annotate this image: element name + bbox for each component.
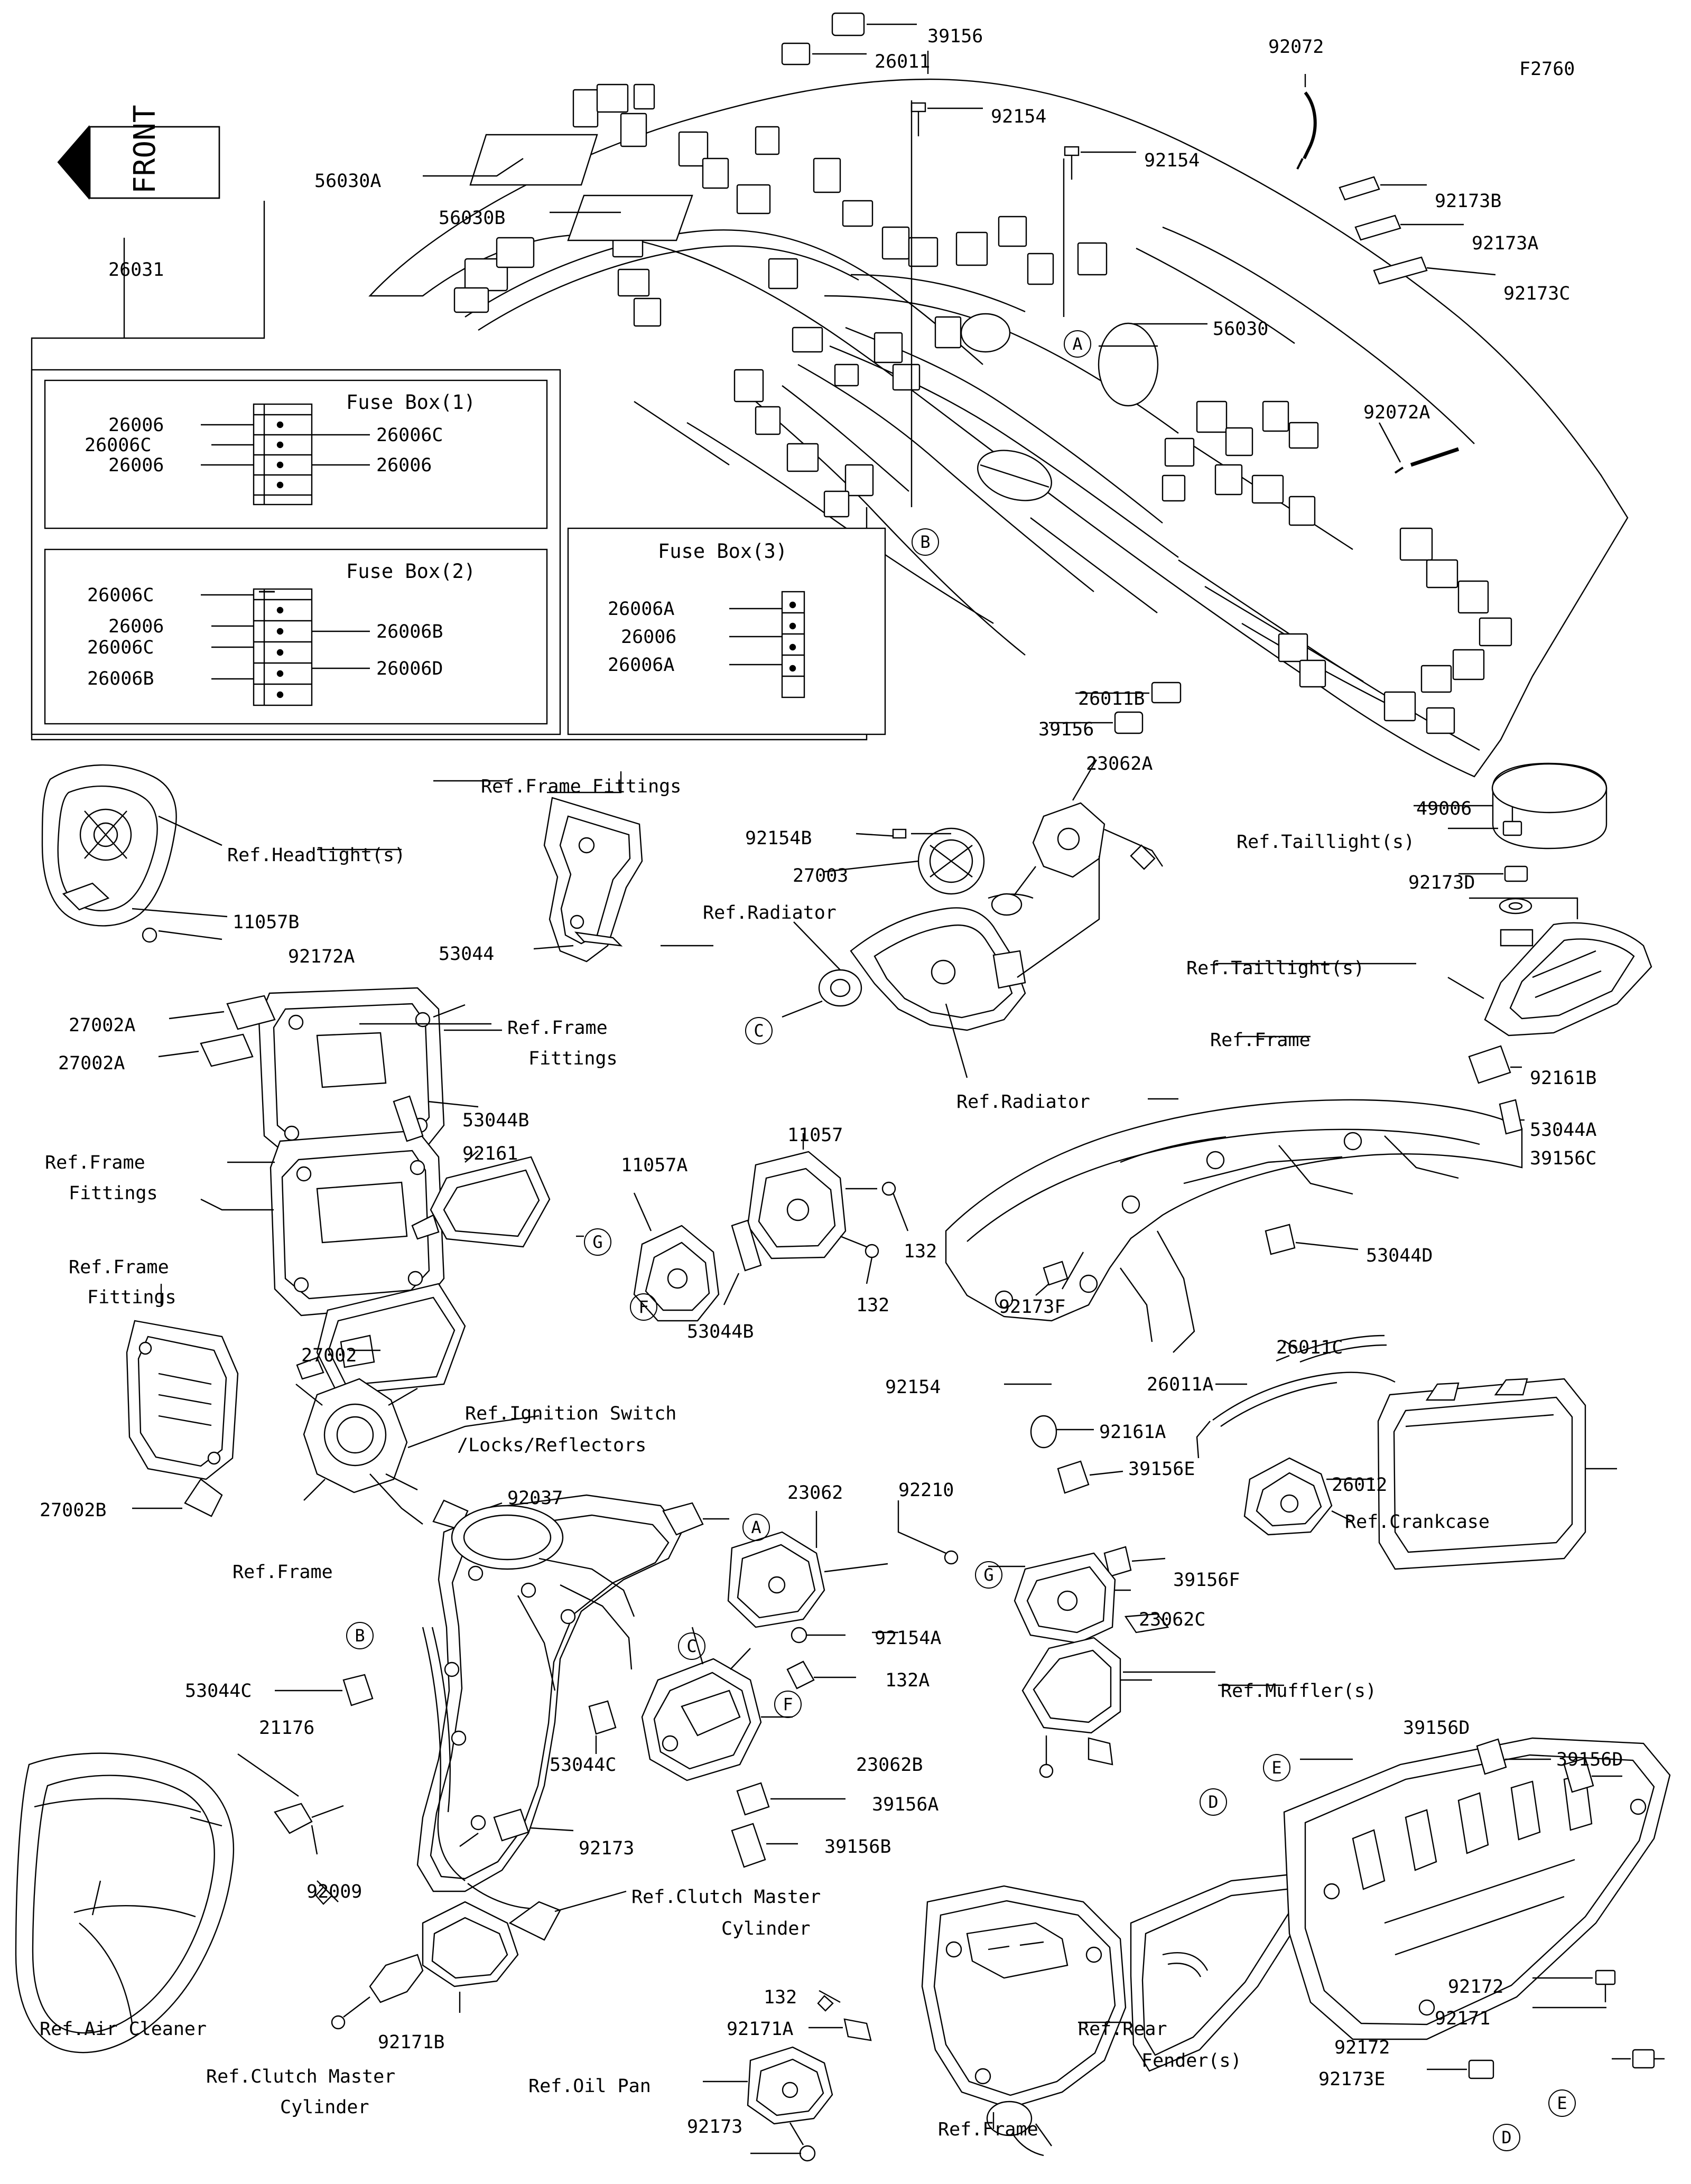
ecu-bracket-assembly [159, 988, 502, 1315]
part-callout-39156d: 39156D [1556, 1749, 1623, 1770]
svg-text:FRONT: FRONT [128, 105, 162, 194]
part-callout-39156b: 39156B [824, 1836, 891, 1858]
part-callout-92210: 92210 [898, 1480, 954, 1501]
battery [1378, 1379, 1617, 1569]
section-ref-b: B [912, 528, 939, 556]
part-callout-92173d: 92173D [1408, 872, 1475, 893]
part-callout-ref-frame: Ref.Frame [938, 2119, 1038, 2140]
part-callout-ref-frame: Ref.Frame [45, 1152, 145, 1173]
part-callout-53044d: 53044D [1366, 1245, 1433, 1266]
part-callout-ref-frame-fittings: Ref.Frame Fittings [481, 776, 682, 797]
part-callout-21176: 21176 [259, 1718, 315, 1739]
bracket-23062B [642, 1627, 793, 1780]
part-callout-49006: 49006 [1416, 798, 1472, 819]
part-callout-92173: 92173 [579, 1838, 635, 1859]
fuse2-right-1: 26006B [376, 621, 443, 642]
part-callout-27002a: 27002A [69, 1015, 136, 1036]
part-callout-ref-headlight-s-: Ref.Headlight(s) [227, 845, 406, 866]
part-callout-92173: 92173 [687, 2116, 743, 2138]
fuse2-left-4: 26006B [87, 668, 154, 689]
fuse3-left-2: 26006 [621, 627, 677, 648]
part-callout-26011c: 26011C [1276, 1337, 1343, 1358]
part-callout-11057b: 11057B [233, 912, 300, 933]
section-ref-e: E [1263, 1754, 1290, 1781]
part-callout-53044a: 53044A [1530, 1119, 1597, 1141]
section-ref-e: E [1548, 2089, 1576, 2117]
section-ref-c: C [678, 1632, 705, 1660]
part-callout-92072: 92072 [1268, 36, 1324, 58]
part-callout-fender-s-: Fender(s) [1141, 2050, 1242, 2071]
fuse3-left-3: 26006A [608, 655, 675, 676]
part-callout-27002: 27002 [301, 1345, 357, 1366]
part-callout-ref-crankcase: Ref.Crankcase [1345, 1511, 1490, 1533]
part-callout-92072a: 92072A [1363, 402, 1430, 423]
part-callout-53044: 53044 [439, 944, 495, 965]
part-callout-132a: 132A [885, 1670, 930, 1691]
frame-fitting-bracket [534, 771, 642, 962]
fuse1-left-1: 26006 [108, 415, 164, 436]
part-callout-26011b: 26011B [1078, 688, 1145, 710]
part-callout--locks-reflectors: /Locks/Reflectors [457, 1435, 647, 1456]
bracket-27002B [127, 1284, 238, 1516]
taillight-assembly [1448, 898, 1651, 1035]
part-callout-132: 132 [856, 1295, 890, 1316]
part-callout-11057a: 11057A [621, 1155, 688, 1176]
part-callout-f2760: F2760 [1519, 59, 1575, 80]
part-callout-23062a: 23062A [1086, 753, 1153, 774]
fuse3-left-1: 26006A [608, 599, 675, 620]
part-callout-fittings: Fittings [69, 1183, 158, 1204]
part-callout-39156: 39156 [1038, 719, 1094, 740]
fuse-box-3-title: Fuse Box(3) [658, 540, 788, 563]
fuse2-left-2: 26006 [108, 616, 164, 637]
part-callout-53044b: 53044B [687, 1321, 754, 1342]
part-callout-ref-ignition-switch: Ref.Ignition Switch [465, 1403, 677, 1424]
part-callout-132: 132 [764, 1987, 797, 2008]
part-callout-39156d: 39156D [1403, 1718, 1470, 1739]
part-callout-26012: 26012 [1332, 1474, 1388, 1496]
fuse-box-1-title: Fuse Box(1) [346, 391, 476, 414]
part-callout-23062c: 23062C [1139, 1609, 1206, 1630]
part-callout-132: 132 [904, 1241, 937, 1262]
section-ref-c: C [745, 1017, 773, 1044]
part-callout-92173c: 92173C [1503, 283, 1571, 304]
section-ref-a: A [1064, 330, 1091, 358]
part-callout-39156: 39156 [927, 26, 983, 47]
section-ref-d: D [1493, 2124, 1520, 2151]
sensor-21176 [238, 1754, 343, 1854]
section-ref-f: F [630, 1293, 657, 1321]
part-callout-27002b: 27002B [40, 1500, 107, 1521]
part-callout-ref-frame: Ref.Frame [233, 1562, 333, 1583]
air-cleaner [16, 1753, 234, 2053]
part-callout-56030b: 56030B [439, 208, 506, 229]
part-callout-39156c: 39156C [1530, 1148, 1597, 1169]
part-callout-ref-radiator: Ref.Radiator [956, 1091, 1090, 1113]
fuse1-left-2: 26006C [85, 435, 152, 456]
part-callout-92173b: 92173B [1435, 191, 1502, 212]
part-callout-92161b: 92161B [1530, 1068, 1597, 1089]
part-callout-92154a: 92154A [875, 1628, 942, 1649]
part-callout-92173e: 92173E [1318, 2069, 1386, 2090]
part-callout-26031: 26031 [108, 259, 164, 281]
headlight-assembly [42, 765, 227, 942]
fuse-box-2-title: Fuse Box(2) [346, 560, 476, 583]
part-callout-ref-air-cleaner: Ref.Air Cleaner [40, 2019, 207, 2040]
part-callout-ref-taillight-s-: Ref.Taillight(s) [1237, 832, 1415, 853]
part-callout-fittings: Fittings [87, 1287, 176, 1308]
part-callout-27002a: 27002A [58, 1053, 125, 1074]
part-callout-11057: 11057 [787, 1125, 843, 1146]
part-callout-56030a: 56030A [314, 171, 382, 192]
part-callout-53044b: 53044B [462, 1110, 529, 1131]
part-callout-ref-muffler-s-: Ref.Muffler(s) [1221, 1681, 1377, 1702]
oil-pan-bracket [703, 2047, 832, 2161]
bracket-23062A [988, 760, 1163, 915]
part-callout-23062: 23062 [787, 1482, 843, 1504]
part-callout-92172: 92172 [1448, 1976, 1504, 1998]
clutch-master-cylinder [332, 1891, 626, 2029]
section-ref-g: G [975, 1561, 1002, 1589]
part-callout-ref-clutch-master: Ref.Clutch Master [206, 2066, 396, 2087]
fuse2-left-3: 26006C [87, 637, 154, 658]
part-callout-92171b: 92171B [378, 2032, 445, 2053]
part-callout-92171: 92171 [1435, 2008, 1491, 2029]
part-callout-ref-oil-pan: Ref.Oil Pan [528, 2076, 651, 2097]
part-callout-92171a: 92171A [727, 2019, 794, 2040]
part-callout-23062b: 23062B [856, 1754, 923, 1776]
section-ref-b: B [346, 1622, 374, 1649]
part-callout-26011a: 26011A [1147, 1374, 1214, 1395]
section-ref-f: F [774, 1691, 802, 1718]
part-callout-92154b: 92154B [745, 828, 812, 849]
part-callout-92009: 92009 [306, 1881, 363, 1902]
part-callout-53044c: 53044C [550, 1754, 617, 1776]
section-ref-g: G [584, 1228, 611, 1256]
part-callout-ref-rear: Ref.Rear [1078, 2019, 1167, 2040]
part-callout-fittings: Fittings [528, 1048, 618, 1069]
part-callout-92154: 92154 [1144, 150, 1200, 171]
section-ref-d: D [1200, 1788, 1227, 1816]
part-callout-92161a: 92161A [1099, 1422, 1166, 1443]
part-callout-27003: 27003 [793, 865, 849, 886]
part-callout-92154: 92154 [885, 1377, 941, 1398]
bracket-11057 [748, 1133, 908, 1284]
part-callout-ref-taillight-s-: Ref.Taillight(s) [1186, 958, 1365, 979]
front-arrow-icon [58, 105, 219, 198]
part-callout-53044c: 53044C [185, 1681, 252, 1702]
fuse2-right-2: 26006D [376, 658, 443, 679]
part-callout-92172a: 92172A [288, 946, 355, 967]
part-callout-56030: 56030 [1213, 319, 1269, 340]
section-ref-a: A [742, 1514, 770, 1541]
fuse1-right-2: 26006 [376, 455, 432, 476]
part-callout-ref-radiator: Ref.Radiator [703, 902, 837, 923]
fuse2-left-1: 26006C [87, 585, 154, 606]
fuse1-right-1: 26006C [376, 425, 443, 446]
part-callout-92161: 92161 [462, 1143, 518, 1164]
part-callout-ref-frame: Ref.Frame [1210, 1030, 1311, 1051]
fuse1-left-3: 26006 [108, 455, 164, 476]
part-callout-cylinder: Cylinder [721, 1918, 811, 1939]
part-callout-39156f: 39156F [1173, 1570, 1240, 1591]
part-callout-92037: 92037 [507, 1488, 563, 1509]
part-callout-39156a: 39156A [872, 1794, 939, 1815]
part-callout-ref-frame: Ref.Frame [507, 1018, 608, 1039]
part-callout-92172: 92172 [1334, 2037, 1390, 2058]
part-callout-92173a: 92173A [1472, 233, 1539, 254]
part-callout-ref-frame: Ref.Frame [69, 1257, 169, 1278]
part-callout-92173f: 92173F [999, 1296, 1066, 1318]
part-callout-cylinder: Cylinder [280, 2097, 369, 2118]
part-callout-26011: 26011 [875, 51, 931, 72]
part-callout-39156e: 39156E [1128, 1459, 1195, 1480]
part-callout-92154: 92154 [991, 106, 1047, 127]
part-callout-ref-clutch-master: Ref.Clutch Master [631, 1887, 821, 1908]
